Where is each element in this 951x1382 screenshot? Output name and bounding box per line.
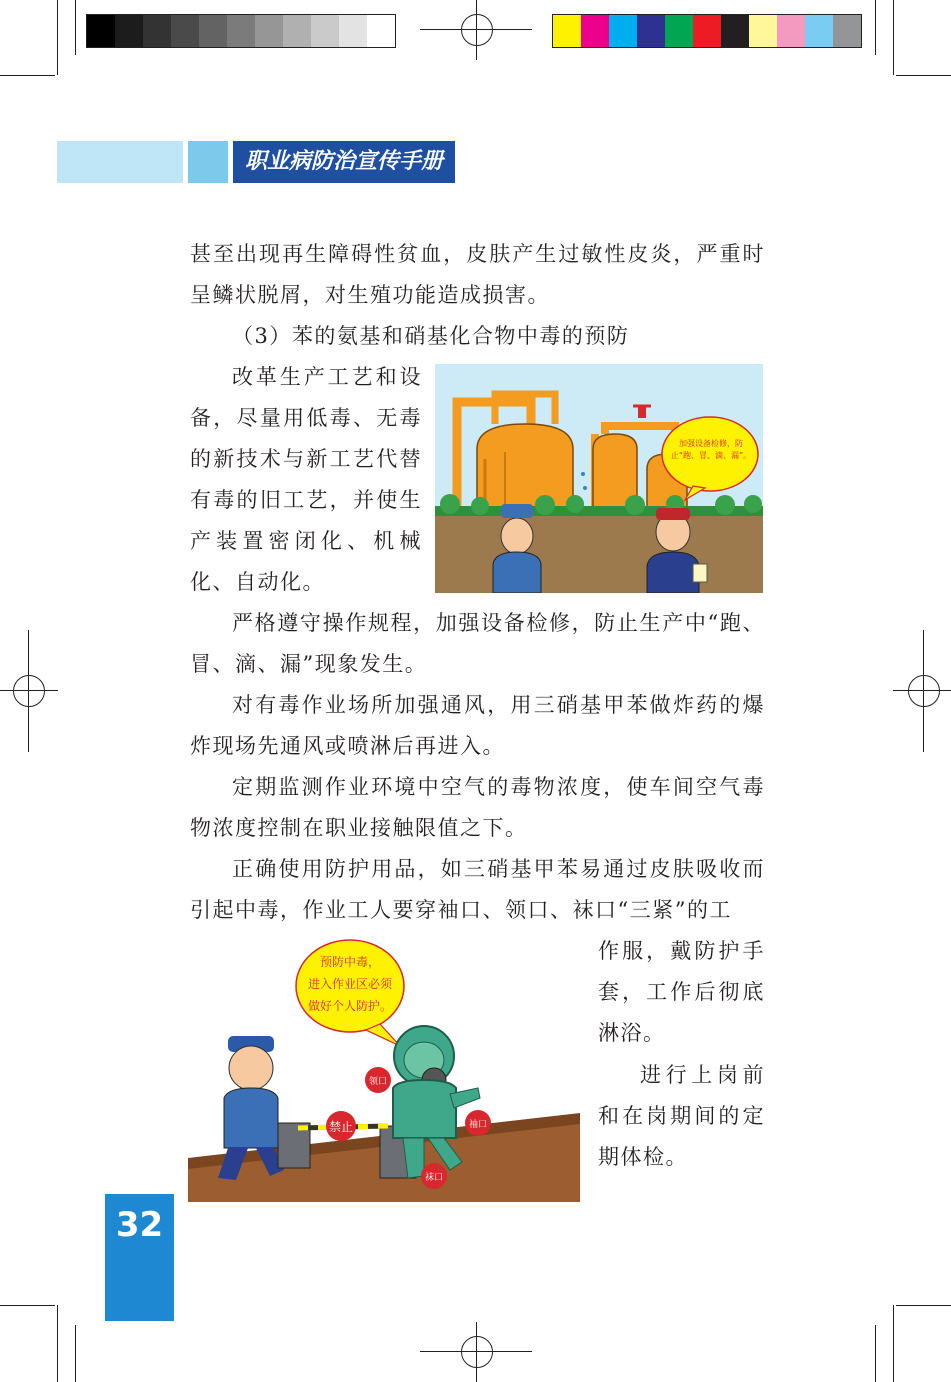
sleeve-label: 袖口 (468, 1120, 488, 1130)
factory-speech-bubble: 加强设备检修，防止“跑、冒、滴、漏”。 (670, 439, 752, 460)
paragraph-ventilation: 对有毒作业场所加强通风，用三硝基甲苯做炸药的爆炸现场先通风或喷淋后再进入。 (190, 693, 765, 758)
paragraph-monitoring: 定期监测作业环境中空气的毒物浓度，使车间空气毒物浓度控制在职业接触限值之下。 (190, 775, 765, 840)
sock-label: 袜口 (424, 1173, 444, 1183)
paragraph-protective-gear-cont: 作服，戴防护手套，工作后彻底淋浴。 (598, 939, 765, 1045)
paragraph-1: 甚至出现再生障碍性贫血，皮肤产生过敏性皮炎，严重时呈鳞状脱屑，对生殖功能造成损害。 (190, 242, 765, 307)
stop-sign-label: 禁止 (328, 1120, 354, 1134)
header-title: 职业病防治宣传手册 (233, 141, 455, 183)
bubble-line-3: 做好个人防护。 (307, 999, 393, 1013)
paragraph-health-check: 进行上岗前和在岗期间的定期体检。 (598, 1063, 765, 1169)
color-bar (552, 14, 862, 48)
header-band-light (57, 141, 183, 183)
page-number: 32 (105, 1194, 174, 1321)
collar-label: 领口 (368, 1077, 388, 1087)
header-band-mid (188, 141, 228, 183)
bubble-line-2: 进入作业区必须 (307, 977, 393, 991)
grayscale-bar (86, 14, 396, 48)
section-heading: （3）苯的氨基和硝基化合物中毒的预防 (232, 324, 630, 348)
paragraph-process-reform: 改革生产工艺和设备，尽量用低毒、无毒的新技术与新工艺代替有毒的旧工艺，并使生产装置密闭化、机械化、自动化。 (190, 365, 422, 594)
bubble-line-1: 预防中毒， (319, 955, 381, 969)
paragraph-protective-gear: 正确使用防护用品，如三硝基甲苯易通过皮肤吸收而引起中毒，作业工人要穿袖口、领口、袜口“三紧”的工 (190, 857, 765, 922)
paragraph-operating-rules: 严格遵守操作规程，加强设备检修，防止生产中“跑、冒、滴、漏”现象发生。 (190, 611, 765, 676)
protective-gear-illustration (188, 938, 580, 1202)
factory-inspection-illustration (435, 364, 763, 593)
